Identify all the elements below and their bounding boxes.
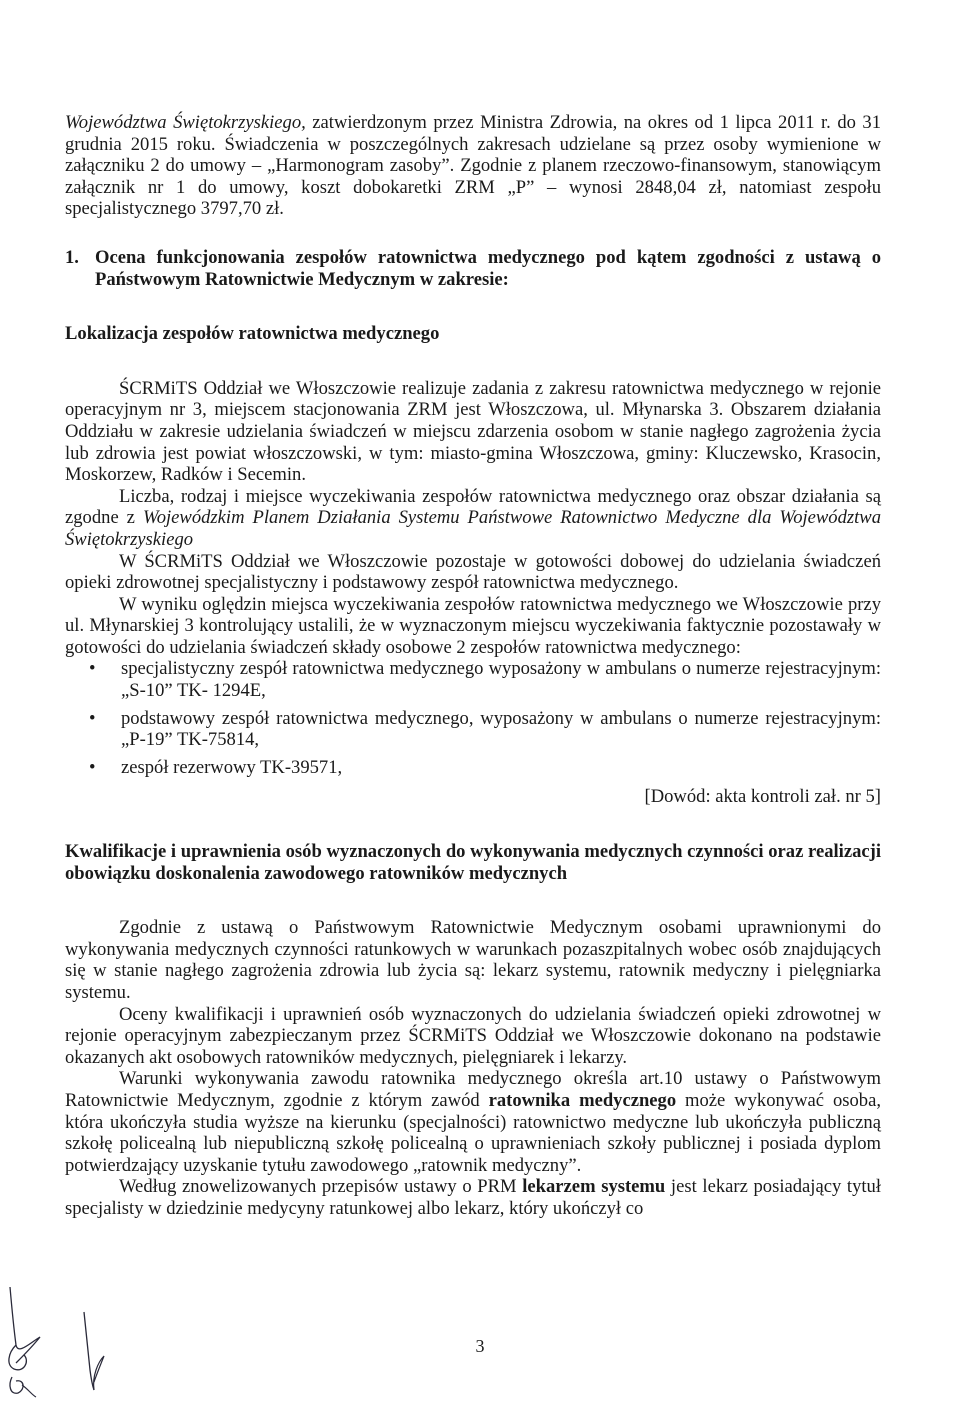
subsection-2-title: Kwalifikacje i uprawnienia osób wyznaczonych do wykonywania medycznych czynności oraz realizacji obowiązku doskonalenia zawodowego ratowników medycznych bbox=[65, 841, 881, 884]
intro-italic: Województwa Świętokrzyskiego, bbox=[65, 112, 306, 133]
signature-initials-left bbox=[2, 1285, 50, 1400]
list-item: • specjalistyczny zespół ratownictwa medycznego wyposażony w ambulans o numerze rejestracyjnym: „S-10” TK- 1294E, bbox=[65, 658, 881, 701]
paragraph-location: ŚCRMiTS Oddział we Włoszczowie realizuje zadania z zakresu ratownictwa medycznego w rejonie operacyjnym nr 3, miejscem stacjonowania ZRM jest Włoszczowa, ul. Młynarska 3. Obszarem działania Oddziału w zakresie udzielania świadczeń w miejscu zdarzenia osobom w stanie nagłego zagrożenia życia lub zdrowia jest powiat włoszczowski, w tym: miasto-gmina Włoszczowa, gminy: Kluczewsko, Krasocin, Moskorzew, Radków i Secemin. bbox=[65, 377, 881, 486]
section-title: Ocena funkcjonowania zespołów ratownictwa medycznego pod kątem zgodności z ustawą o Państwowym Ratownictwie Medycznym w zakresie: bbox=[95, 246, 881, 290]
conditions-text-start: Warunki wykonywania zawodu ratownika medycznego określa art.10 ustawy o Państwowym Ratownictwie Medycznym, zgodnie z którym zawód bbox=[65, 1068, 881, 1111]
paragraph-qualified-persons: Zgodnie z ustawą o Państwowym Ratownictwie Medycznym osobami uprawnionymi do wykonywania medycznych czynności ratunkowych w warunkach pozaszpitalnych wobec osób znajdujących się w stanie nagłego zagrożenia zdrowia lub życia są: lekarz systemu, ratownik medyczny i pielęgniarka systemu. bbox=[65, 917, 881, 1003]
paragraph-paramedic-conditions bbox=[65, 1068, 881, 1176]
subsection-1-title: Lokalizacja zespołów ratownictwa medycznego bbox=[65, 323, 440, 345]
list-item: • podstawowy zespół ratownictwa medycznego, wyposażony w ambulans o numerze rejestracyjnym: „P-19” TK-75814, bbox=[65, 708, 881, 751]
plan-italic: Wojewódzkim Planem Działania Systemu Państwowe Ratownictwo Medyczne dla Województwa Świętokrzyskiego bbox=[65, 507, 882, 550]
signature-initials-right bbox=[78, 1310, 112, 1396]
conditions-text-end: może wykonywać osoba, która ukończyła studia wyższe na kierunku (specjalności) ratownictwo medyczne lub ukończyła publiczną szkołę policealną lub niepubliczną szkołę policealną o uprawnieniach szkoły publicznej i posiada dyplom potwierdzający uzyskanie tytułu zawodowego „ratownik medyczny”. bbox=[65, 1089, 881, 1176]
evidence-reference: [Dowód: akta kontroli zał. nr 5] bbox=[644, 786, 881, 808]
doctor-text-start: Według znowelizowanych przepisów ustawy o PRM bbox=[119, 1176, 523, 1198]
paragraph-inspection: W wyniku oględzin miejsca wyczekiwania zespołów ratownictwa medycznego we Włoszczowie przy ul. Młynarskiej 3 kontrolujący ustalili, że w wyznaczonym miejscu wyczekiwania faktycznie pozostawały w gotowości do udzielania świadczeń składy osobowe 2 zespołów ratownictwa medycznego: bbox=[65, 593, 881, 658]
paragraph-plan bbox=[65, 486, 881, 551]
ambulance-list bbox=[65, 658, 881, 778]
list-item: • zespół rezerwowy TK-39571, bbox=[65, 757, 881, 779]
doctor-text-end: jest lekarz posiadający tytuł specjalisty w dziedzinie medycyny ratunkowej albo lekarz, który ukończył co bbox=[65, 1176, 882, 1219]
page-number: 3 bbox=[475, 1336, 485, 1356]
paragraph-system-doctor bbox=[65, 1176, 881, 1219]
document-page bbox=[65, 112, 881, 1220]
conditions-bold: ratownika medycznego bbox=[488, 1089, 677, 1111]
intro-paragraph bbox=[65, 112, 881, 220]
paragraph-assessment: Oceny kwalifikacji i uprawnień osób wyznaczonych do udzielania świadczeń opieki zdrowotnej w rejonie operacyjnym zabezpieczanym przez ŚCRMiTS Oddział we Włoszczowie dokonano na podstawie okazanych akt osobowych ratowników medycznych, pielęgniarek i lekarzy. bbox=[65, 1003, 881, 1068]
intro-text: zatwierdzonym przez Ministra Zdrowia, na okres od 1 lipca 2011 r. do 31 grudnia 2015 roku. Świadczenia w poszczególnych zakresach udzielane są przez osoby wymienione w załączniku 2 do umowy – „Harmonogram zasoby”. Zgodnie z planem rzeczowo-finansowym, stanowiącym załącznik nr 1 do umowy, koszt dobokaretki ZRM „P” – wynosi 2848,04 zł, natomiast zespołu specjalistycznego 3797,70 zł. bbox=[65, 112, 881, 220]
section-1-heading bbox=[65, 247, 881, 290]
doctor-bold: lekarzem systemu bbox=[522, 1176, 666, 1198]
plan-text: Liczba, rodzaj i miejsce wyczekiwania zespołów ratownictwa medycznego oraz obszar działania są zgodne z bbox=[65, 485, 881, 529]
paragraph-readiness: W ŚCRMiTS Oddział we Włoszczowie pozostaje w gotowości dobowej do udzielania świadczeń opieki zdrowotnej specjalistyczny i podstawowy zespół ratownictwa medycznego. bbox=[65, 550, 881, 594]
section-number: 1. bbox=[65, 246, 79, 268]
